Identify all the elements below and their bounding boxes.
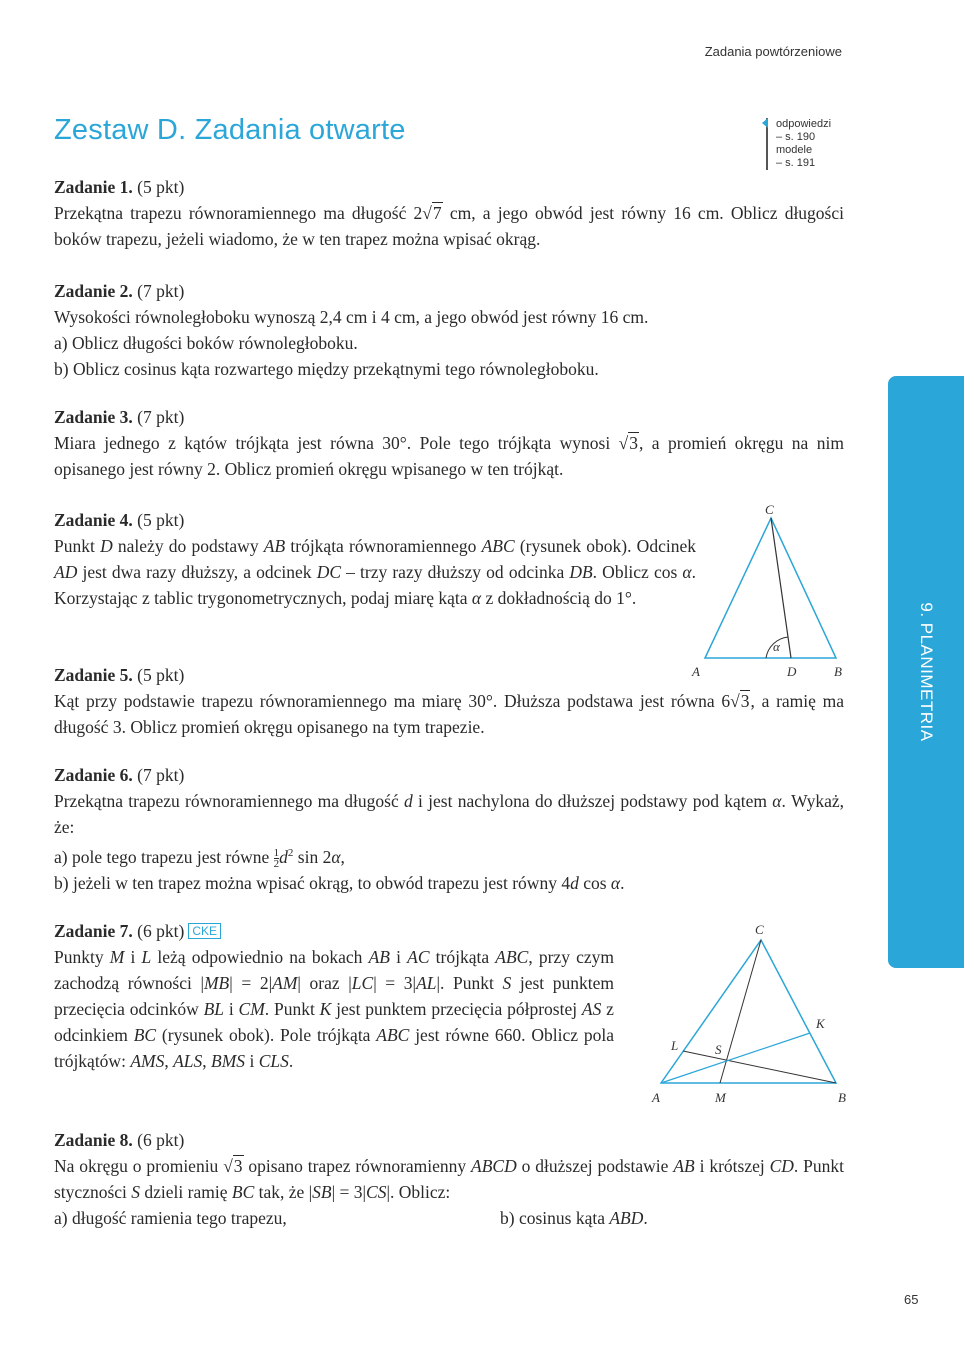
text-run: jest punktem przecięcia odcinków: [54, 973, 614, 1019]
math-symbol: AB: [673, 1156, 695, 1176]
math-symbol: α: [471, 588, 482, 608]
text-run: jest dwa razy dłuższy, a odcinek: [77, 562, 317, 582]
segment-bl: [683, 1051, 836, 1083]
math-symbol: ABC: [481, 536, 515, 556]
task-4-header: [54, 507, 696, 533]
math-symbol: CD: [769, 1156, 794, 1176]
math-symbol: α: [682, 562, 692, 582]
math-symbol: AS: [581, 999, 602, 1019]
text-run: Przekątna trapezu równoramiennego ma długość 2: [54, 203, 423, 223]
text-run: (rysunek obok). Odcinek: [514, 536, 696, 556]
text-run: cm, a jego obwód jest równy 16 cm. Oblicz długości boków trapezu, jeżeli wiadomo, że w ten trapez można wpisać okrąg.: [54, 203, 844, 249]
label-k: K: [816, 1016, 825, 1031]
task-points: (7 pkt): [137, 765, 185, 785]
task-label: Zadanie 7.: [54, 921, 133, 941]
task-2-line: Wysokości równoległoboku wynoszą 2,4 cm i 4 cm, a jego obwód jest równy 16 cm.: [54, 307, 649, 327]
task-2-line: b) Oblicz cosinus kąta rozwartego między przekątnymi tego równoległoboku.: [54, 359, 599, 379]
task-label: Zadanie 1.: [54, 177, 133, 197]
label-b: B: [838, 1090, 846, 1105]
text-run: .: [288, 1051, 294, 1071]
task-label: Zadanie 3.: [54, 407, 133, 427]
label-a: A: [652, 1090, 660, 1105]
task-label: Zadanie 2.: [54, 281, 133, 301]
text-run: .: [620, 872, 625, 893]
answers-line: – s. 190: [776, 131, 816, 143]
task-1-header: [54, 174, 844, 200]
text-run: należy do podstawy: [112, 536, 264, 556]
text-run: b) jeżeli w ten trapez można wpisać okrąg, to obwód trapezu jest równy 4: [54, 872, 571, 893]
label-c: C: [755, 922, 764, 937]
task-5-header: [54, 662, 844, 688]
task-8-parts: [54, 1205, 844, 1231]
math-symbol: α: [610, 872, 621, 893]
task-points: (7 pkt): [137, 281, 185, 301]
answers-line: odpowiedzi: [776, 118, 832, 130]
text-run: ,: [340, 846, 345, 867]
math-symbol: ABCD: [471, 1156, 517, 1176]
triangle-abc: [661, 940, 836, 1083]
math-symbol: S: [502, 973, 512, 993]
task-points: (5 pkt): [137, 177, 185, 197]
text-run: . Korzystając z tablic trygonometrycznych, podaj miarę kąta: [54, 562, 696, 608]
text-run: leżą odpowiednio na bokach: [151, 947, 369, 967]
math-symbol: d: [570, 872, 579, 893]
task-6-text: [54, 788, 844, 840]
fraction-denominator: 2: [273, 858, 280, 871]
text-run: . Oblicz cos: [592, 562, 683, 582]
math-symbol: DB: [569, 562, 593, 582]
task-2-line: a) Oblicz długości boków równoległoboku.: [54, 333, 358, 353]
text-run: (rysunek obok). Pole trójkąta: [156, 1025, 377, 1045]
label-b: B: [834, 664, 842, 679]
text-run: .: [643, 1208, 648, 1228]
text-run: , a ramię ma długość 3. Oblicz promień okręgu opisanego na tym trapezie.: [54, 691, 845, 737]
math-symbol: CLS: [258, 1051, 289, 1071]
task-7-text: [54, 944, 614, 1074]
text-run: i: [245, 1051, 259, 1071]
sqrt-expression: √7: [422, 203, 442, 223]
task-1: [54, 174, 844, 252]
text-run: trójkąta: [429, 947, 496, 967]
text-run: Miara jednego z kątów trójkąta jest równa 30°. Pole tego trójkąta wynosi: [54, 433, 619, 453]
text-run: | = 3|: [331, 1182, 367, 1202]
math-symbol: SB: [312, 1182, 332, 1202]
task-label: Zadanie 8.: [54, 1130, 133, 1150]
math-symbol: CS: [366, 1182, 387, 1202]
label-alpha: α: [773, 639, 780, 654]
task-6-part-a: [54, 840, 844, 870]
math-symbol: BC: [133, 1025, 157, 1045]
text-run: ,: [202, 1051, 212, 1071]
task-7: [54, 918, 614, 1074]
task-2-header: [54, 278, 844, 304]
task-8-part-b: [500, 1208, 648, 1228]
task-points: (7 pkt): [137, 407, 185, 427]
task-4-text: [54, 533, 696, 611]
task-points: (5 pkt): [137, 510, 185, 530]
text-run: |. Oblicz:: [386, 1182, 451, 1202]
text-run: . Punkt: [264, 999, 320, 1019]
text-run: Przekątna trapezu równoramiennego ma długość: [54, 791, 405, 811]
text-run: i jest nachylona do dłuższej podstawy pod kątem: [412, 791, 773, 811]
label-d: D: [787, 664, 797, 679]
label-a: A: [692, 664, 700, 679]
answers-line: modele: [776, 144, 813, 156]
math-symbol: AB: [368, 947, 390, 967]
math-symbol: α: [331, 846, 341, 867]
text-run: jest punktem przecięcia półprostej: [331, 999, 582, 1019]
task-6-part-b: [54, 870, 844, 896]
label-s: S: [715, 1042, 722, 1057]
task-label: Zadanie 6.: [54, 765, 133, 785]
section-title: Zestaw D. Zadania otwarte: [54, 114, 406, 146]
triangle-abc: [705, 518, 836, 658]
text-run: – trzy razy dłuższy od odcinka: [341, 562, 570, 582]
text-run: i: [224, 999, 239, 1019]
math-symbol: DC: [316, 562, 341, 582]
math-symbol: AD: [54, 562, 78, 582]
math-symbol: ABC: [495, 947, 529, 967]
task-8-text: [54, 1153, 844, 1205]
task-1-text: [54, 200, 844, 252]
exponent: 2: [287, 847, 294, 859]
math-symbol: BC: [231, 1182, 255, 1202]
chapter-tab-label: 9. PLANIMETRIA: [917, 602, 936, 742]
answers-reference-box: [766, 118, 866, 170]
radicand: 3: [740, 691, 750, 711]
math-symbol: AC: [407, 947, 430, 967]
task-2: [54, 278, 844, 382]
task-4-figure: [690, 498, 850, 678]
text-run: | = 2|: [229, 973, 273, 993]
text-run: . Punkt styczności: [54, 1156, 845, 1202]
math-symbol: BMS: [211, 1051, 246, 1071]
sqrt-expression: √3: [618, 433, 638, 453]
task-7-header: [54, 918, 614, 944]
text-run: z dokładnością do 1°.: [481, 588, 637, 608]
task-7-figure: [640, 918, 860, 1108]
math-symbol: d: [404, 791, 413, 811]
task-6-header: [54, 762, 844, 788]
pointer-arrow-icon: [762, 118, 768, 128]
text-run: jest równe 660. Oblicz pola trójkątów:: [54, 1025, 614, 1071]
fraction-numerator: 1: [273, 847, 280, 860]
task-4: [54, 507, 696, 611]
math-symbol: AMS: [130, 1051, 165, 1071]
math-symbol: d: [279, 846, 288, 867]
text-run: opisano trapez równoramienny: [243, 1156, 472, 1176]
text-run: o dłuższej podstawie: [516, 1156, 674, 1176]
task-8-header: [54, 1127, 844, 1153]
math-symbol: MB: [203, 973, 230, 993]
label-c: C: [765, 502, 774, 517]
math-symbol: S: [131, 1182, 141, 1202]
task-6: [54, 762, 844, 896]
text-run: ,: [164, 1051, 174, 1071]
math-symbol: K: [319, 999, 332, 1019]
radicand: 3: [629, 433, 638, 453]
label-l: L: [671, 1038, 679, 1053]
math-symbol: CM: [238, 999, 265, 1019]
math-symbol: D: [100, 536, 113, 556]
math-symbol: α: [772, 791, 782, 811]
task-label: Zadanie 5.: [54, 665, 133, 685]
text-run: cos: [578, 872, 611, 893]
math-symbol: ABC: [376, 1025, 410, 1045]
task-points: (6 pkt): [137, 921, 185, 941]
task-3: [54, 404, 844, 482]
task-5: [54, 662, 844, 740]
text-run: dzieli ramię: [140, 1182, 232, 1202]
cke-badge: CKE: [188, 923, 221, 939]
math-symbol: LC: [351, 973, 374, 993]
text-run: i: [389, 947, 408, 967]
math-symbol: AM: [272, 973, 298, 993]
radicand: 7: [432, 203, 442, 223]
math-symbol: ABD: [609, 1208, 644, 1228]
text-run: tak, że |: [254, 1182, 313, 1202]
text-run: z odcinkiem: [54, 999, 614, 1045]
ray-as: [661, 1033, 810, 1083]
task-label: Zadanie 4.: [54, 510, 133, 530]
math-symbol: BL: [203, 999, 225, 1019]
sqrt-expression: √3: [223, 1156, 243, 1176]
text-run: i: [124, 947, 142, 967]
math-symbol: ALS: [173, 1051, 203, 1071]
math-symbol: AB: [263, 536, 286, 556]
task-points: (6 pkt): [137, 1130, 185, 1150]
answers-line: – s. 191: [776, 157, 816, 169]
text-run: trójkąta równoramiennego: [285, 536, 482, 556]
text-run: | oraz |: [297, 973, 352, 993]
text-run: sin 2: [293, 846, 332, 867]
math-symbol: L: [141, 947, 152, 967]
text-run: |. Punkt: [436, 973, 503, 993]
task-3-text: [54, 430, 844, 482]
text-run: . Wykaż, że:: [54, 791, 844, 837]
running-header: Zadania powtórzeniowe: [704, 44, 842, 59]
task-8: [54, 1127, 844, 1231]
math-symbol: M: [109, 947, 125, 967]
task-points: (5 pkt): [137, 665, 185, 685]
task-8-part-a: a) długość ramienia tego trapezu,: [54, 1208, 287, 1228]
text-run: a) pole tego trapezu jest równe: [54, 846, 274, 867]
text-run: Kąt przy podstawie trapezu równoramiennego ma miarę 30°. Dłuższa podstawa jest równa 6: [54, 691, 731, 711]
label-m: M: [715, 1090, 726, 1105]
text-run: , przy czym zachodzą równości |: [54, 947, 614, 993]
radicand: 3: [233, 1156, 243, 1176]
page-number: 65: [904, 1292, 919, 1307]
text-run: Punkt: [54, 536, 101, 556]
text-run: b) cosinus kąta: [500, 1208, 610, 1228]
chapter-side-tab: [888, 376, 964, 968]
text-run: , a promień okręgu na nim opisanego jest równy 2. Oblicz promień okręgu wpisanego w ten trójkąt.: [54, 433, 844, 479]
text-run: i krótszej: [694, 1156, 770, 1176]
math-symbol: AL: [416, 973, 437, 993]
text-run: | = 3|: [373, 973, 417, 993]
task-5-text: [54, 688, 844, 740]
text-run: Na okręgu o promieniu: [54, 1156, 224, 1176]
text-run: Punkty: [54, 947, 110, 967]
task-3-header: [54, 404, 844, 430]
sqrt-expression: √3: [730, 691, 750, 711]
